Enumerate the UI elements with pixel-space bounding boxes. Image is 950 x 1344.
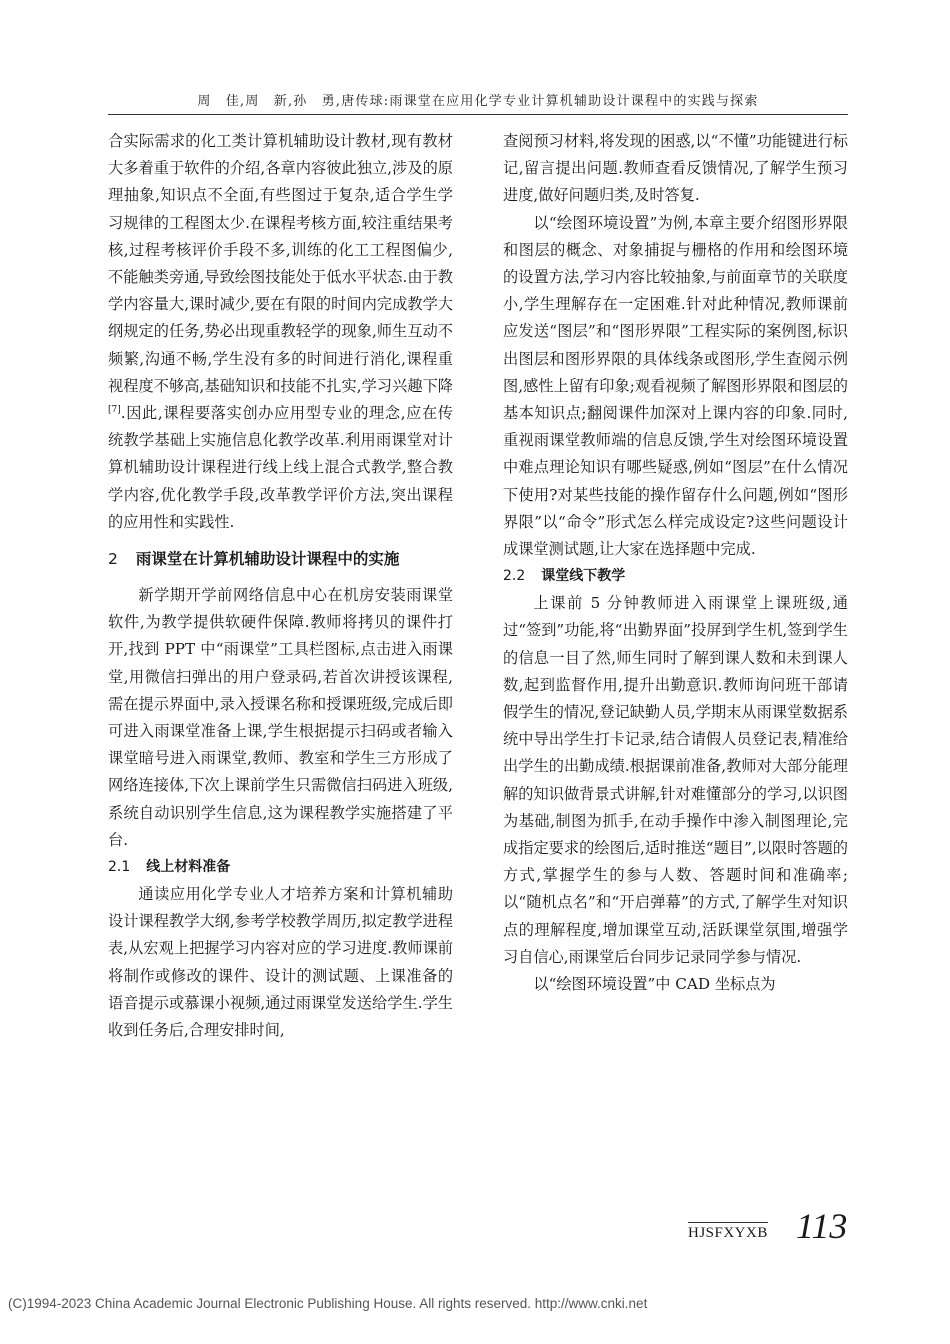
header-rule	[108, 114, 848, 115]
running-header: 周 佳,周 新,孙 勇,唐传球:雨课堂在应用化学专业计算机辅助设计课程中的实践与探索	[197, 94, 759, 109]
left-column	[108, 128, 453, 1044]
journal-abbreviation: HJSFXYXB	[688, 1222, 768, 1242]
subsection-heading: 2.1 线上材料准备	[108, 859, 231, 876]
body-paragraph: 以“绘图环境设置”为例,本章主要介绍图形界限和图层的概念、对象捕捉与栅格的作用和绘图环境的设置方法,学习内容比较抽象,与前面章节的关联度小,学生理解存在一定困难.针对此种情况,教师课前应发送“图层”和“图形界限”工程实际的案例图,标识出图层和图形界限的具体线条或图形,学生查阅示例图,感性上留有印象;观看视频了解图形界限和图层的基本知识点;翻阅课件加深对上课内容的印象.同时,重视雨课堂教师端的信息反馈,学生对绘图环境设置中难点理论知识有哪些疑惑,例如“图层”在什么情况下使用?对某些技能的操作留存什么问题,例如“图形界限”以“命令”形式怎么样完成设定?这些问题设计成课堂测试题,让大家在选择题中完成.	[503, 213, 848, 559]
body-paragraph: 新学期开学前网络信息中心在机房安装雨课堂软件,为教学提供软硬件保障.教师将拷贝的课件打开,找到 PPT 中“雨课堂”工具栏图标,点击进入雨课堂,用微信扫弹出的用户登录码,若首次讲授该课程,需在提示界面中,录入授课名称和授课班级,完成后即可进入雨课堂准备上课,学生根据提示扫码或者输入课堂暗号进入雨课堂,教师、教室和学生三方形成了网络连接体,下次上课前学生只需微信扫码进入班级,系统自动识别学生信息,这为课程教学实施搭建了平台.	[108, 586, 453, 849]
citation: [7]	[108, 404, 121, 415]
body-paragraph: 以“绘图环境设置”中 CAD 坐标点为	[533, 975, 776, 994]
body-paragraph: 上课前 5 分钟教师进入雨课堂上课班级,通过“签到”功能,将“出勤界面”投屏到学生机,签到学生的信息一目了然,师生同时了解到课人数和未到课人数,起到监督作用,提升出勤意识.教师询问班干部请假学生的情况,登记缺勤人员,学期末从雨课堂数据系统中导出学生打卡记录,结合请假人员登记表,精准给出学生的出勤成绩.根据课前准备,教师对大部分能理解的知识做背景式讲解,针对难懂部分的学习,以识图为基础,制图为抓手,在动手操作中渗入制图理论,完成指定要求的绘图后,适时推送“题目”,以限时答题的方式,掌握学生的参与人数、答题时间和准确率;以“随机点名”和“开启弹幕”的方式,了解学生对知识点的理解程度,增加课堂互动,活跃课堂氛围,增强学习自信心,雨课堂后台同步记录同学参与情况.	[503, 594, 848, 966]
copyright-notice: (C)1994-2023 China Academic Journal Electronic Publishing House. All rights reserved. http://www.cnki.net	[8, 1296, 648, 1311]
page-number: 113	[796, 1206, 848, 1246]
right-column	[503, 128, 848, 998]
section-heading: 2 雨课堂在计算机辅助设计课程中的实施	[108, 550, 400, 569]
subsection-heading: 2.2 课堂线下教学	[503, 568, 626, 585]
body-paragraph: 查阅预习材料,将发现的困惑,以“不懂”功能键进行标记,留言提出问题.教师查看反馈情况,了解学生预习进度,做好问题归类,及时答复.	[503, 132, 848, 205]
body-paragraph: 合实际需求的化工类计算机辅助设计教材,现有教材大多着重于软件的介绍,各章内容彼此独立,涉及的原理抽象,知识点不全面,有些图过于复杂,适合学生学习规律的工程图太少.在课程考核方面,较注重结果考核,过程考核评价手段不多,训练的化工工程图偏少,不能触类旁通,导致绘图技能处于低水平状态.由于教学内容量大,课时减少,要在有限的时间内完成教学大纲规定的任务,势必出现重教轻学的现象,师生互动不频繁,沟通不畅,学生没有多的时间进行消化,课程重视程度不够高,基础知识和技能不扎实,学习兴趣下降[7].因此,课程要落实创办应用型专业的理念,应在传统教学基础上实施信息化教学改革.利用雨课堂对计算机辅助设计课程进行线上线上混合式教学,整合教学内容,优化教学手段,改革教学评价方法,突出课程的应用性和实践性.	[108, 132, 453, 531]
body-paragraph: 通读应用化学专业人才培养方案和计算机辅助设计课程教学大纲,参考学校教学周历,拟定教学进程表,从宏观上把握学习内容对应的学习进度.教师课前将制作或修改的课件、设计的测试题、上课准备的语音提示或慕课小视频,通过雨课堂发送给学生.学生收到任务后,合理安排时间,	[108, 885, 453, 1040]
